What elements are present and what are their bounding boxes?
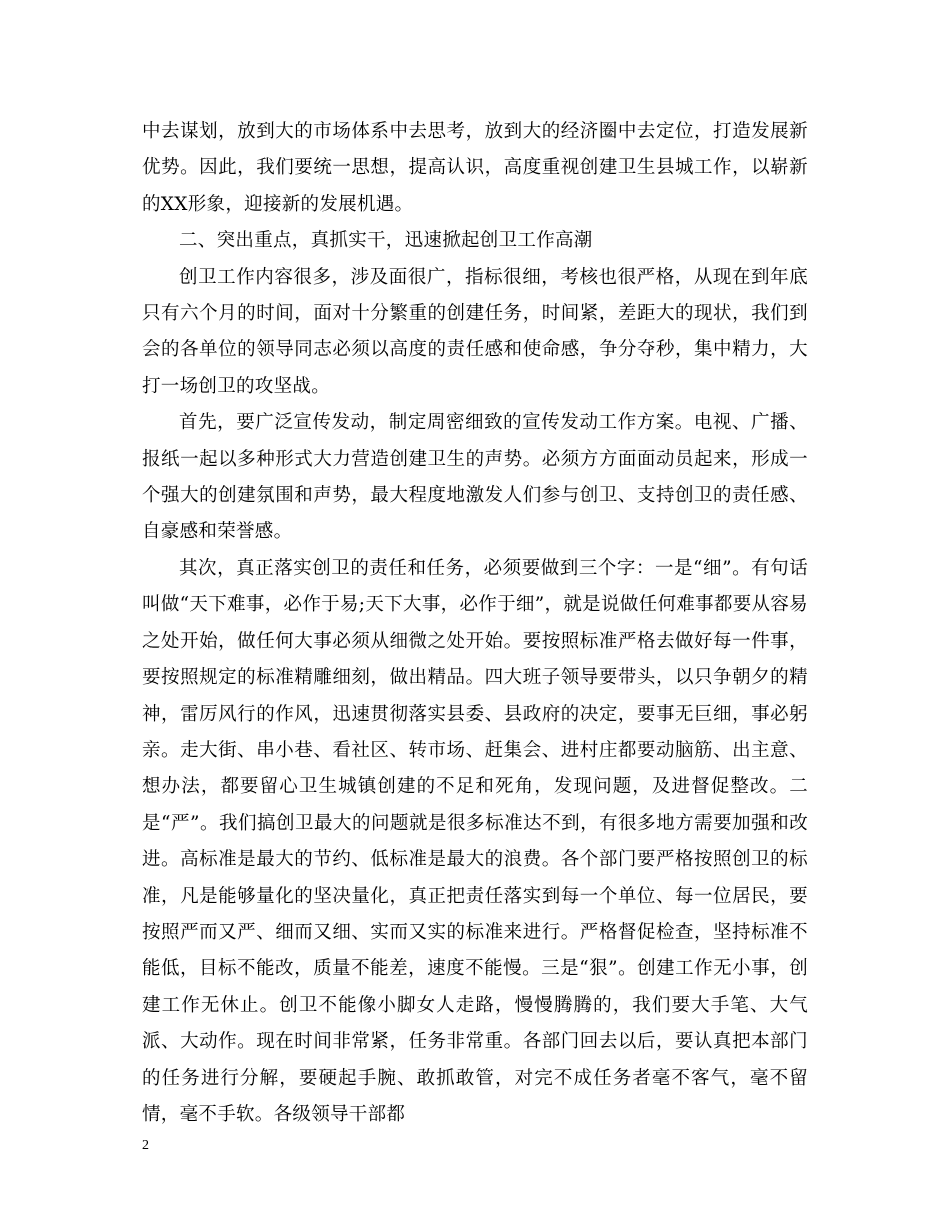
- paragraph-intro: 创卫工作内容很多，涉及面很广，指标很细，考核也很严格，从现在到年底只有六个月的时间，面对十分繁重的创建任务，时间紧，差距大的现状，我们到会的各单位的领导同志必须以高度的责任感和使命感，争分夺秒，集中精力，大打一场创卫的攻坚战。: [142, 266, 808, 397]
- paragraph-first-step: 首先，要广泛宣传发动，制定周密细致的宣传发动工作方案。电视、广播、报纸一起以多种形式大力营造创建卫生的声势。必须方方面面动员起来，形成一个强大的创建氛围和声势，最大程度地激发人们参与创卫、支持创卫的责任感、自豪感和荣誉感。: [142, 412, 808, 543]
- page-number: 2: [142, 1138, 149, 1153]
- paragraph-continuation: 中去谋划，放到大的市场体系中去思考，放到大的经济圈中去定位，打造发展新优势。因此，我们要统一思想，提高认识，高度重视创建卫生县城工作，以崭新的XX形象，迎接新的发展机遇。: [142, 121, 808, 215]
- section-heading: 二、突出重点，真抓实干，迅速掀起创卫工作高潮: [179, 230, 593, 252]
- paragraph-second-step: 其次，真正落实创卫的责任和任务，必须要做到三个字：一是“细”。有句话叫做“天下难事，必作于易;天下大事，必作于细”，就是说做任何难事都要从容易之处开始，做任何大事必须从细微之处开始。要按照标准严格去做好每一件事，要按照规定的标准精雕细刻，做出精品。四大班子领导要带头，以只争朝夕的精神，雷厉风行的作风，迅速贯彻落实县委、县政府的决定，要事无巨细，事必躬亲。走大街、串小巷、看社区、转市场、赶集会、进村庄都要动脑筋、出主意、想办法，都要留心卫生城镇创建的不足和死角，发现问题，及进督促整改。二是“严”。我们搞创卫最大的问题就是很多标准达不到，有很多地方需要加强和改进。高标准是最大的节约、低标准是最大的浪费。各个部门要严格按照创卫的标准，凡是能够量化的坚决量化，真正把责任落实到每一个单位、每一位居民，要按照严而又严、细而又细、实而又实的标准来进行。严格督促检查，坚持标准不能低，目标不能改，质量不能差，速度不能慢。三是“狠”。创建工作无小事，创建工作无休止。创卫不能像小脚女人走路，慢慢腾腾的，我们要大手笔、大气派、大动作。现在时间非常紧，任务非常重。各部门回去以后，要认真把本部门的任务进行分解，要硬起手腕、敢抓敢管，对完不成任务者毫不客气，毫不留情，毫不手软。各级领导干部都: [142, 557, 808, 1125]
- document-body: [142, 114, 808, 1133]
